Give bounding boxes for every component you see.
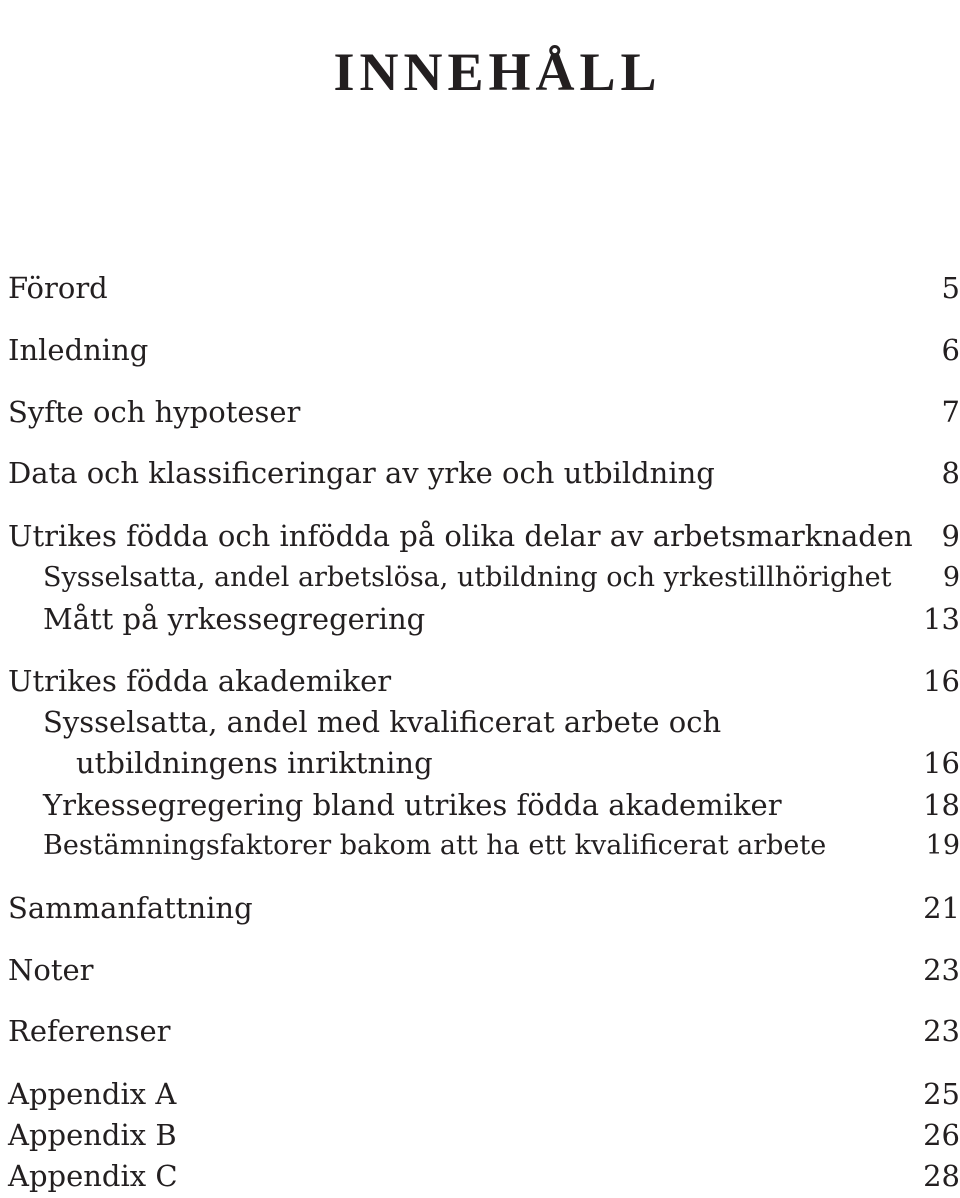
toc-entry-label: Mått på yrkessegregering bbox=[43, 602, 426, 636]
toc-entry-label: Appendix A bbox=[8, 1077, 177, 1111]
toc-entry-label: Sysselsatta, andel med kvalificerat arbete och bbox=[43, 705, 722, 739]
toc-entry-inledning[interactable] bbox=[8, 331, 960, 369]
table-of-contents bbox=[8, 0, 960, 1198]
toc-entry-page: 16 bbox=[923, 746, 960, 780]
toc-entry-appendix-c[interactable] bbox=[8, 1157, 960, 1195]
toc-entry-label: Appendix B bbox=[8, 1118, 177, 1152]
toc-entry-utrikes-infodda[interactable] bbox=[8, 517, 960, 555]
toc-subentry-sysselsatta[interactable] bbox=[8, 559, 960, 597]
toc-subentry-inriktning[interactable] bbox=[8, 744, 960, 782]
toc-entry-referenser[interactable] bbox=[8, 1012, 960, 1050]
toc-entry-noter[interactable] bbox=[8, 951, 960, 989]
toc-entry-label: Sysselsatta, andel arbetslösa, utbildning och yrkestillhörighet bbox=[43, 562, 892, 593]
toc-entry-page: 8 bbox=[941, 456, 960, 490]
toc-entry-page: 18 bbox=[923, 788, 960, 822]
toc-entry-label: Noter bbox=[8, 953, 94, 987]
page-title: INNEHÅLL bbox=[333, 42, 662, 103]
toc-entry-label: Sammanfattning bbox=[8, 891, 253, 925]
toc-entry-sammanfattning[interactable] bbox=[8, 889, 960, 927]
toc-entry-page: 16 bbox=[923, 664, 960, 698]
toc-entry-page: 9 bbox=[941, 519, 960, 553]
toc-entry-label: Bestämningsfaktorer bakom att ha ett kvalificerat arbete bbox=[43, 830, 827, 861]
toc-subentry-kvalificerat[interactable] bbox=[8, 703, 960, 741]
toc-entry-page: 6 bbox=[941, 333, 960, 367]
toc-entry-label: utbildningens inriktning bbox=[76, 746, 433, 780]
toc-entry-forord[interactable] bbox=[8, 269, 960, 307]
toc-entry-appendix-b[interactable] bbox=[8, 1116, 960, 1154]
toc-entry-page: 9 bbox=[942, 562, 960, 593]
toc-subentry-yrkessegregering[interactable] bbox=[8, 786, 960, 824]
toc-entry-akademiker[interactable] bbox=[8, 662, 960, 700]
toc-entry-page: 28 bbox=[923, 1159, 960, 1193]
toc-entry-data[interactable] bbox=[8, 454, 960, 492]
toc-entry-label: Data och klassificeringar av yrke och utbildning bbox=[8, 456, 715, 490]
toc-entry-appendix-a[interactable] bbox=[8, 1075, 960, 1113]
toc-entry-page: 25 bbox=[923, 1077, 960, 1111]
toc-entry-syfte[interactable] bbox=[8, 393, 960, 431]
toc-entry-page: 21 bbox=[923, 891, 960, 925]
toc-entry-label: Yrkessegregering bland utrikes födda akademiker bbox=[43, 788, 782, 822]
toc-entry-page: 13 bbox=[923, 602, 960, 636]
toc-entry-label: Inledning bbox=[8, 333, 149, 367]
toc-entry-label: Syfte och hypoteser bbox=[8, 395, 301, 429]
toc-subentry-matt[interactable] bbox=[8, 600, 960, 638]
toc-entry-page: 23 bbox=[923, 953, 960, 987]
toc-subentry-bestamningsfaktorer[interactable] bbox=[8, 827, 960, 865]
toc-entry-label: Appendix C bbox=[8, 1159, 178, 1193]
toc-entry-page: 5 bbox=[941, 271, 960, 305]
toc-entry-page: 19 bbox=[925, 830, 960, 861]
toc-entry-page: 23 bbox=[923, 1014, 960, 1048]
toc-entry-label: Utrikes födda akademiker bbox=[8, 664, 392, 698]
toc-entry-label: Förord bbox=[8, 271, 108, 305]
toc-entry-label: Utrikes födda och infödda på olika delar av arbetsmarknaden bbox=[8, 519, 913, 553]
toc-entry-page: 26 bbox=[923, 1118, 960, 1152]
toc-entry-page: 7 bbox=[941, 395, 960, 429]
toc-entry-label: Referenser bbox=[8, 1014, 171, 1048]
